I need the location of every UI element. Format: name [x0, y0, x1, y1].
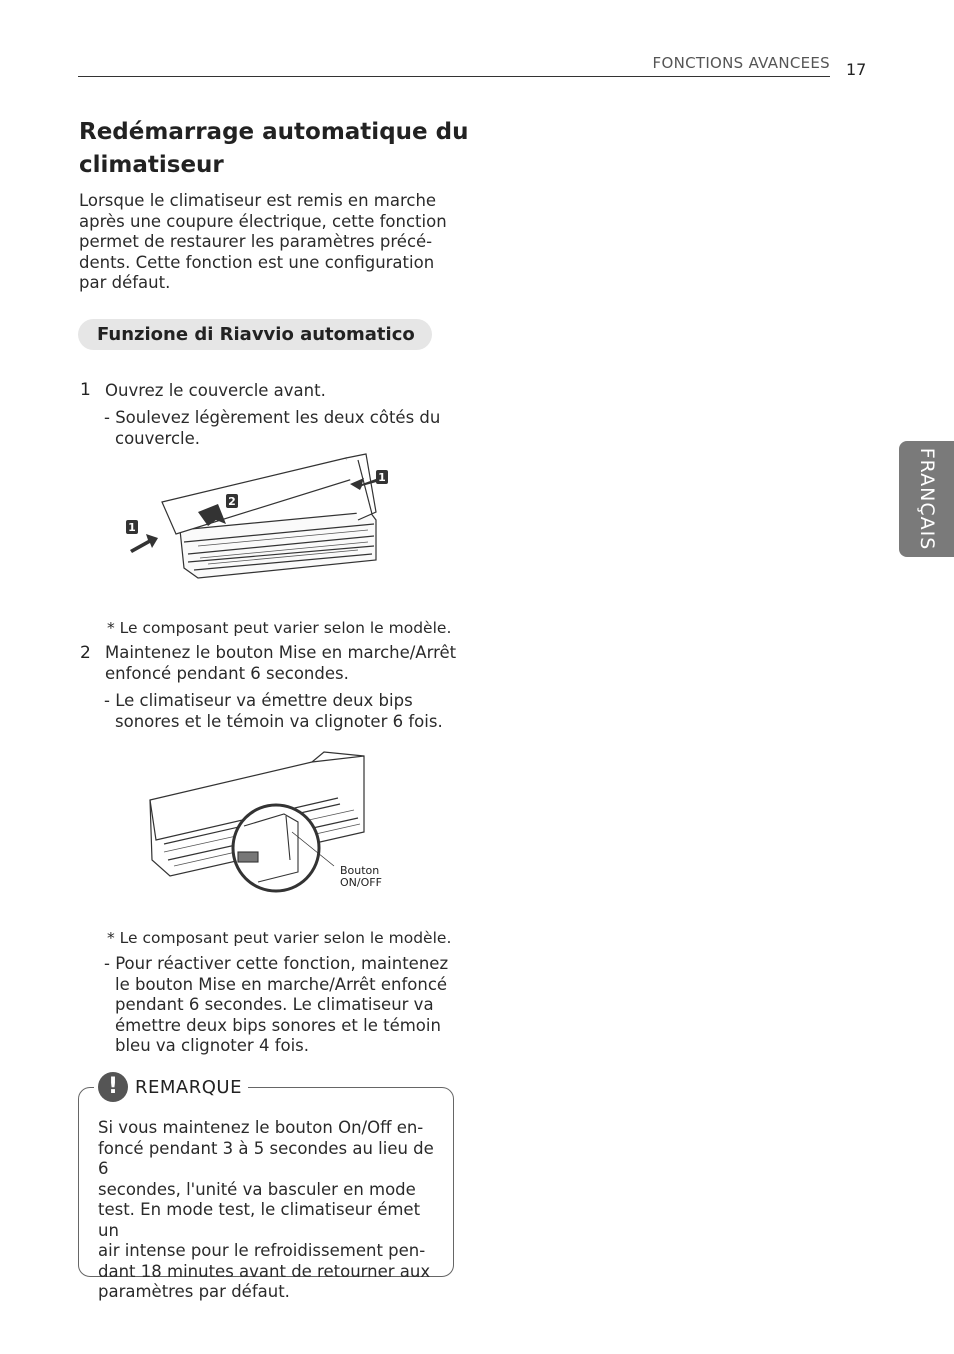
step-2-sub-line: sonores et le témoin va clignoter 6 fois.	[115, 711, 443, 731]
intro-line: après une coupure électrique, cette fonction	[79, 211, 447, 231]
page-title	[79, 116, 469, 182]
reactivate-line: émettre deux bips sonores et le témoin	[115, 1015, 441, 1035]
step-1-text: Ouvrez le couvercle avant.	[105, 381, 326, 400]
intro-line: Lorsque le climatiseur est remis en marche	[79, 191, 437, 210]
step-2-subtext	[104, 691, 454, 732]
step-2-number: 2	[80, 643, 91, 663]
intro-line: dents. Cette fonction est une configuration	[79, 252, 435, 272]
reactivate-line: bleu va clignoter 4 fois.	[115, 1036, 310, 1055]
page-title-line-1: Redémarrage automatique du	[79, 119, 469, 145]
language-side-tab-label: FRANÇAIS	[915, 447, 938, 551]
step-2-text	[105, 643, 465, 684]
remark-text	[98, 1118, 446, 1303]
reactivate-line: pendant 6 secondes. Le climatiseur va	[115, 995, 434, 1014]
step-2-text-line: enfoncé pendant 6 secondes.	[105, 663, 349, 683]
callout-number: 1	[128, 521, 136, 534]
remark-line: secondes, l'unité va basculer en mode	[98, 1179, 416, 1199]
header-rule	[78, 76, 830, 77]
arrow-left-icon	[130, 534, 158, 553]
remark-title: REMARQUE	[135, 1076, 242, 1098]
remark-line: dant 18 minutes avant de retourner aux	[98, 1261, 431, 1281]
zoom-circle	[233, 805, 319, 891]
remark-line: air intense pour le refroidissement pen-	[98, 1241, 426, 1260]
page-title-line-2: climatiseur	[79, 152, 224, 178]
intro-line: par défaut.	[79, 273, 171, 292]
callout-number: 2	[228, 495, 236, 508]
intro-paragraph	[79, 191, 449, 294]
header-section-title: FONCTIONS AVANCEES	[652, 54, 830, 72]
step-1-number: 1	[80, 380, 91, 400]
step-1-sub-line: - Soulevez légèrement les deux côtés du	[104, 408, 441, 427]
remark-header	[94, 1072, 248, 1102]
step-1-sub-line: couvercle.	[115, 428, 201, 448]
on-off-label-line: Bouton	[340, 864, 380, 877]
on-off-label-line: ON/OFF	[340, 876, 382, 889]
figure-open-front-cover	[118, 450, 398, 600]
remark-line: test. En mode test, le climatiseur émet un	[98, 1200, 421, 1240]
reactivate-line: - Pour réactiver cette fonction, maintenez	[104, 954, 449, 973]
intro-line: permet de restaurer les paramètres précé-	[79, 232, 433, 251]
step-2-text-line: Maintenez le bouton Mise en marche/Arrêt	[105, 643, 457, 662]
page-number: 17	[846, 60, 867, 79]
remark-line: foncé pendant 3 à 5 secondes au lieu de 6	[98, 1138, 434, 1178]
reactivate-line: le bouton Mise en marche/Arrêt enfoncé	[115, 974, 448, 994]
remark-line: paramètres par défaut.	[98, 1282, 290, 1301]
section-heading-pill: Funzione di Riavvio automatico	[78, 319, 432, 350]
step-2-footnote: * Le composant peut varier selon le modèle.	[107, 929, 452, 947]
callout-number: 1	[378, 471, 386, 484]
reactivate-instructions	[104, 954, 464, 1057]
step-1-subtext	[104, 408, 454, 449]
on-off-button-label	[340, 865, 382, 889]
language-side-tab	[899, 441, 954, 557]
exclamation-icon: !	[98, 1072, 128, 1102]
remark-line: Si vous maintenez le bouton On/Off en-	[98, 1118, 424, 1137]
step-1-footnote: * Le composant peut varier selon le modèle.	[107, 619, 452, 637]
step-2-sub-line: - Le climatiseur va émettre deux bips	[104, 691, 413, 710]
